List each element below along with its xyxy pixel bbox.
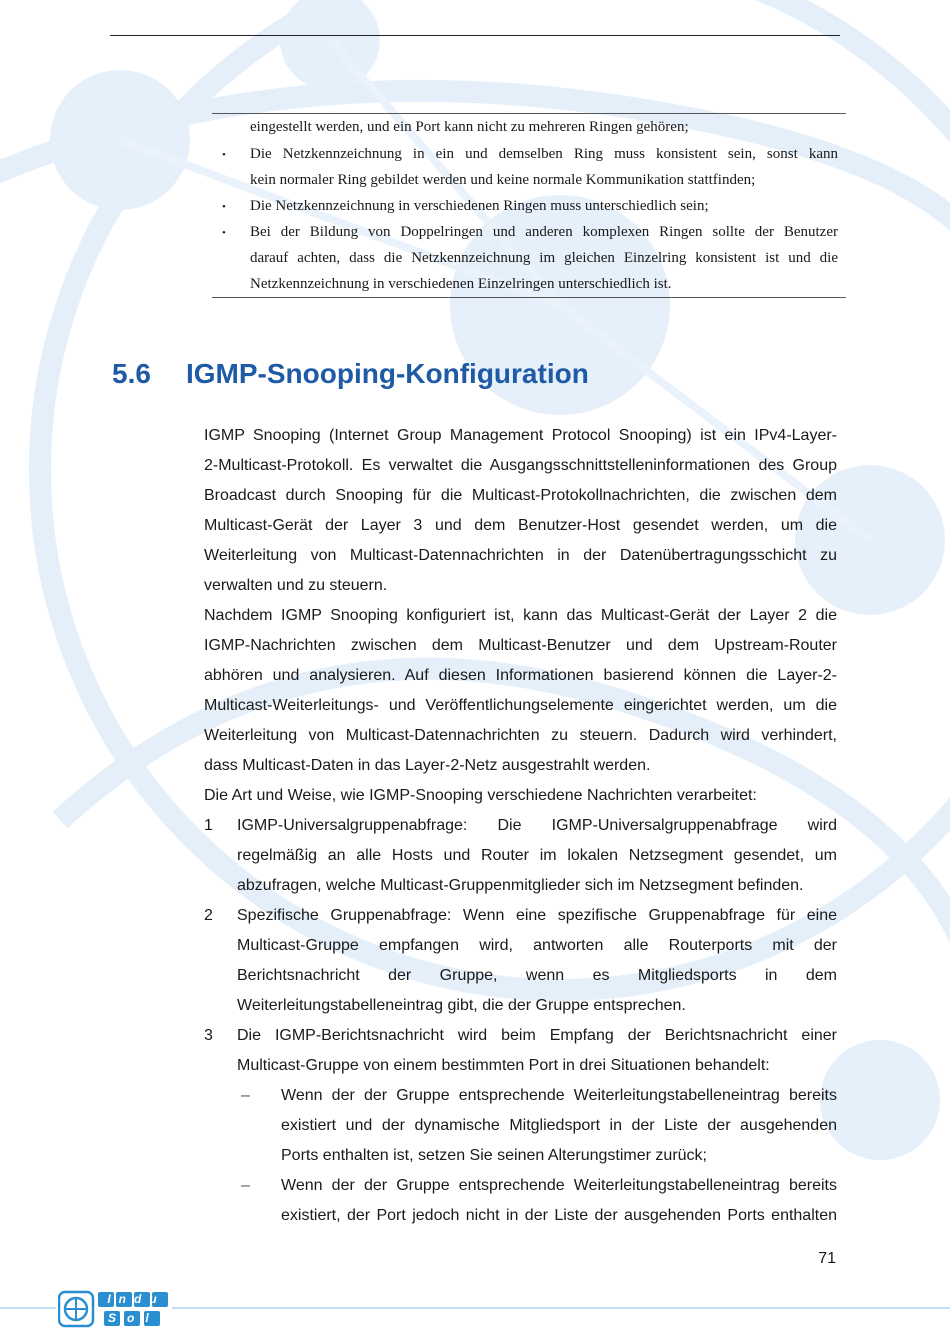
note-line: Bei der Bildung von Doppelringen und anderen komplexen Ringen sollte der Benutzer: [250, 224, 838, 240]
list-item-line: abzufragen, welche Multicast-Gruppenmitglieder sich im Netzsegment befinden.: [237, 877, 804, 894]
paragraph-line: verwalten und zu steuern.: [204, 577, 388, 594]
list-item-line: Multicast-Gruppe empfangen wird, antworten alle Routerports mit der: [237, 937, 837, 954]
list-number: 3: [204, 1027, 213, 1044]
indusol-logo: [58, 1290, 170, 1330]
paragraph-line: Nachdem IGMP Snooping konfiguriert ist, kann das Multicast-Gerät der Layer 2 die: [204, 607, 837, 624]
dash-icon: –: [241, 1087, 250, 1104]
note-line: Die Netzkennzeichnung in verschiedenen Ringen muss unterschiedlich sein;: [250, 198, 709, 214]
paragraph-line: Die Art und Weise, wie IGMP-Snooping verschiedene Nachrichten verarbeitet:: [204, 787, 757, 804]
list-item-line: Die IGMP-Berichtsnachricht wird beim Empfang der Berichtsnachricht einer: [237, 1027, 837, 1044]
header-rule: [110, 35, 840, 36]
page-number: 71: [818, 1250, 836, 1267]
sub-item-line: Wenn der der Gruppe entsprechende Weiterleitungstabelleneintrag bereits: [281, 1177, 837, 1194]
sub-item-line: Ports enthalten ist, setzen Sie seinen Alterungstimer zurück;: [281, 1147, 707, 1164]
bullet-icon: •: [222, 149, 226, 161]
list-item-line: Berichtsnachricht der Gruppe, wenn es Mitgliedsports in dem: [237, 967, 837, 984]
list-item-line: IGMP-Universalgruppenabfrage: Die IGMP-Universalgruppenabfrage wird: [237, 817, 837, 834]
list-number: 2: [204, 907, 213, 924]
note-line: eingestellt werden, und ein Port kann nicht zu mehreren Ringen gehören;: [250, 119, 689, 135]
paragraph-line: Weiterleitung von Multicast-Datennachrichten zu steuern. Dadurch wird verhindert,: [204, 727, 837, 744]
note-line: Die Netzkennzeichnung in ein und demselben Ring muss konsistent sein, sonst kann: [250, 146, 838, 162]
section-number: 5.6: [112, 358, 151, 389]
sub-item-line: Wenn der der Gruppe entsprechende Weiterleitungstabelleneintrag bereits: [281, 1087, 837, 1104]
logo-text-bottom: Sol: [108, 1311, 160, 1325]
dash-icon: –: [241, 1177, 250, 1194]
list-item-line: Weiterleitungstabelleneintrag gibt, die der Gruppe entsprechen.: [237, 997, 686, 1014]
paragraph-line: dass Multicast-Daten in das Layer-2-Netz ausgestrahlt werden.: [204, 757, 651, 774]
paragraph-line: Broadcast durch Snooping für die Multicast-Protokollnachrichten, die zwischen dem: [204, 487, 837, 504]
note-line: darauf achten, dass die Netzkennzeichnung im gleichen Einzelring konsistent ist und die: [250, 250, 838, 266]
section-title: IGMP-Snooping-Konfiguration: [186, 358, 589, 389]
list-item-line: regelmäßig an alle Hosts und Router im lokalen Netzsegment gesendet, um: [237, 847, 837, 864]
list-number: 1: [204, 817, 213, 834]
paragraph-line: IGMP-Nachrichten zwischen dem Multicast-Benutzer und dem Upstream-Router: [204, 637, 837, 654]
section-heading: [112, 352, 589, 396]
paragraph-line: 2-Multicast-Protokoll. Es verwaltet die Ausgangsschnittstelleninformationen des Group: [204, 457, 837, 474]
note-line: kein normaler Ring gebildet werden und keine normale Kommunikation stattfinden;: [250, 172, 756, 188]
note-line: Netzkennzeichnung in verschiedenen Einzelringen unterschiedlich ist.: [250, 276, 672, 292]
paragraph-line: Weiterleitung von Multicast-Datennachrichten in der Datenübertragungsschicht zu: [204, 547, 837, 564]
logo-text-top: Indu: [107, 1292, 165, 1306]
list-item-line: Multicast-Gruppe von einem bestimmten Port in drei Situationen behandelt:: [237, 1057, 770, 1074]
paragraph-line: Multicast-Weiterleitungs- und Veröffentlichungselemente eingerichtet werden, um die: [204, 697, 837, 714]
paragraph-line: abhören und analysieren. Auf diesen Informationen basierend können die Layer-2-: [204, 667, 837, 684]
sub-item-line: existiert, der Port jedoch nicht in der Liste der ausgehenden Ports enthalten: [281, 1207, 837, 1224]
list-item-line: Spezifische Gruppenabfrage: Wenn eine spezifische Gruppenabfrage für eine: [237, 907, 837, 924]
paragraph-line: Multicast-Gerät der Layer 3 und dem Benutzer-Host gesendet werden, um die: [204, 517, 837, 534]
paragraph-line: IGMP Snooping (Internet Group Management Protocol Snooping) ist ein IPv4-Layer-: [204, 427, 837, 444]
bullet-icon: •: [222, 201, 226, 213]
bullet-icon: •: [222, 227, 226, 239]
sub-item-line: existiert und der dynamische Mitgliedsport in der Liste der ausgehenden: [281, 1117, 837, 1134]
note-box: [212, 113, 846, 298]
